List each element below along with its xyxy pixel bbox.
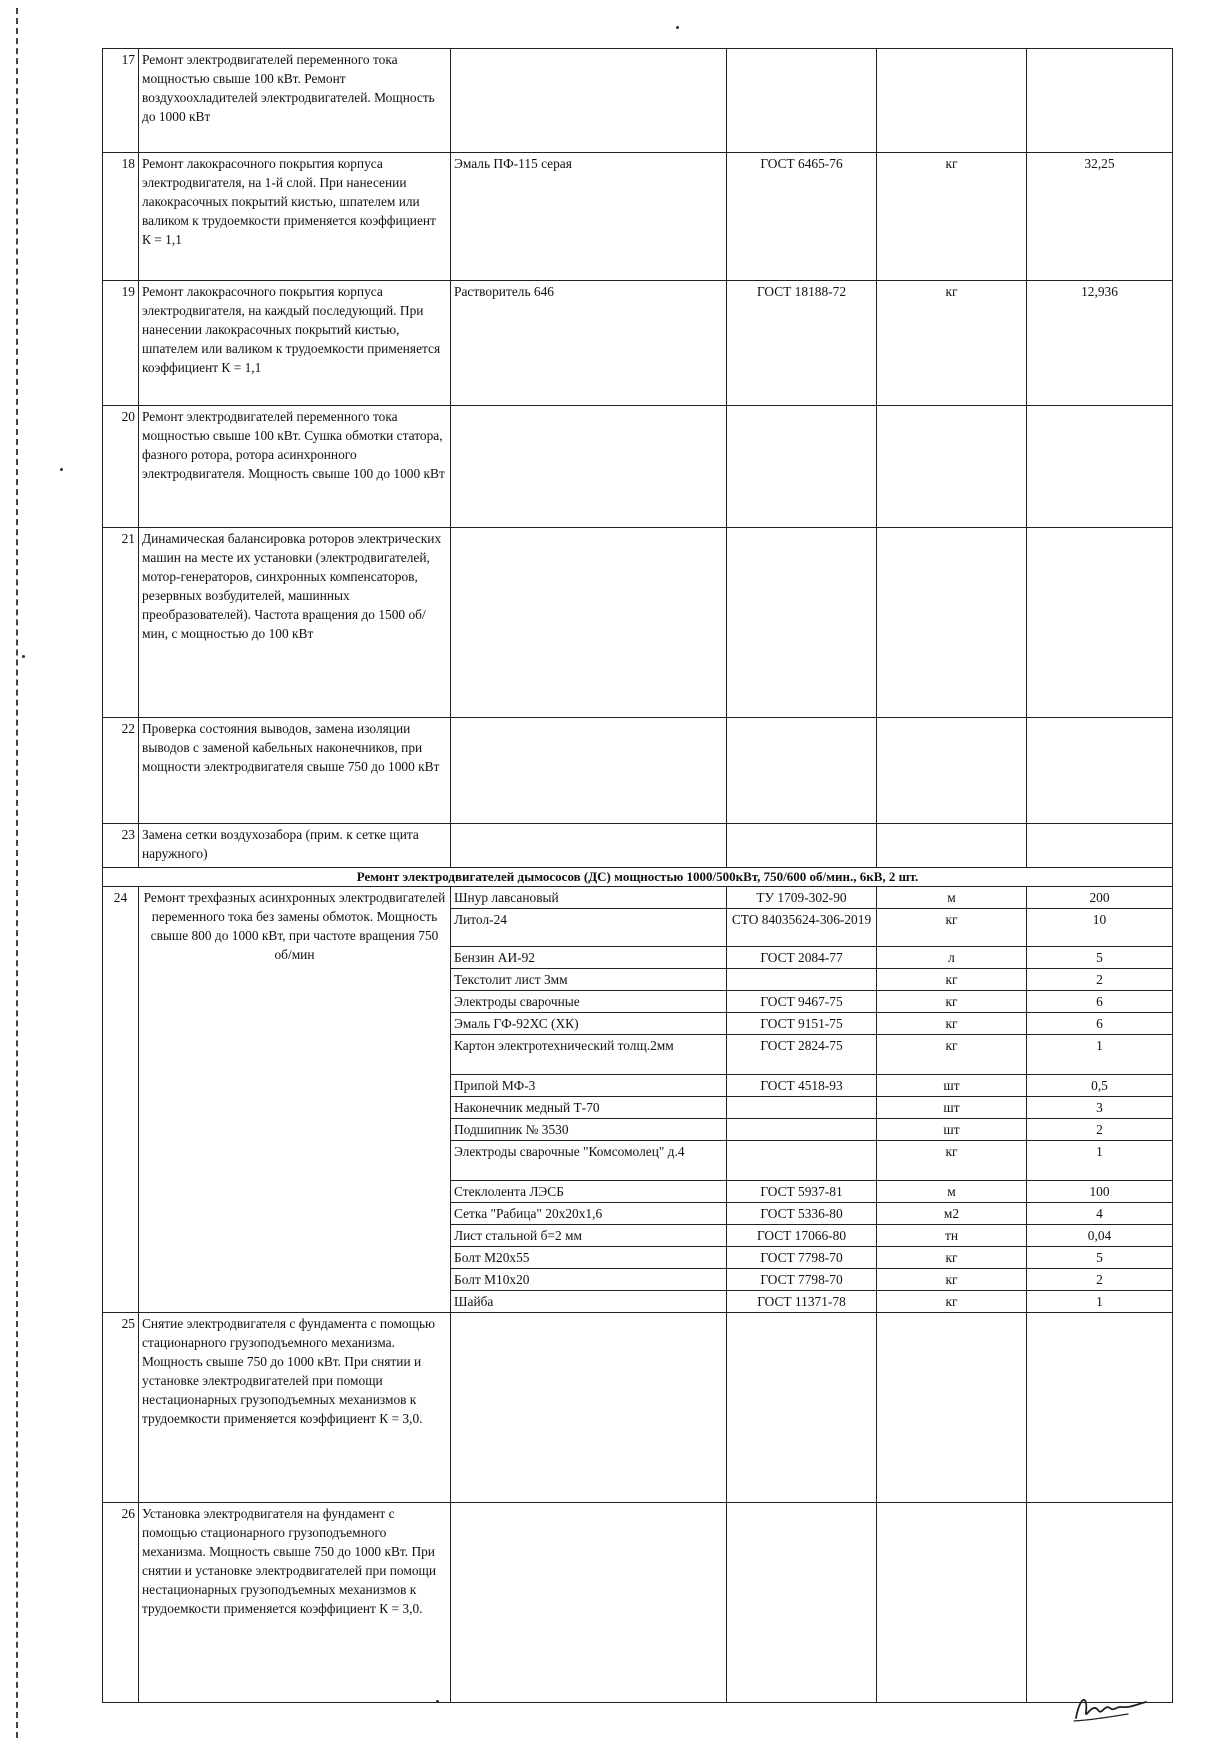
empty-cell	[877, 1503, 1027, 1703]
unit-of-measure: кг	[877, 1035, 1027, 1075]
material-name: Литол-24	[451, 909, 727, 947]
material-standard	[727, 1119, 877, 1141]
material-name: Сетка "Рабица" 20х20х1,6	[451, 1203, 727, 1225]
empty-cell	[727, 1503, 877, 1703]
scan-speck	[60, 468, 63, 471]
unit-of-measure: шт	[877, 1097, 1027, 1119]
quantity: 6	[1027, 1013, 1173, 1035]
material-standard	[727, 1141, 877, 1181]
quantity	[1027, 49, 1173, 153]
work-description: Динамическая балансировка роторов электрических машин на месте их установки (электродвигателей, мотор-генераторов, синхронных компенсаторов, резервных возбудителей, машинных преобразователей). Частота вращения до 1500 об/мин, с мощностью до 100 кВт	[139, 528, 451, 718]
unit-of-measure: м2	[877, 1203, 1027, 1225]
quantity: 0,5	[1027, 1075, 1173, 1097]
unit-of-measure: шт	[877, 1119, 1027, 1141]
table-row	[103, 718, 1173, 824]
material-name: Лист стальной б=2 мм	[451, 1225, 727, 1247]
unit-of-measure: м	[877, 1181, 1027, 1203]
material-standard	[727, 969, 877, 991]
section-heading-row	[103, 868, 1173, 887]
material-name: Подшипник № 3530	[451, 1119, 727, 1141]
row-number: 24	[103, 887, 139, 1313]
unit-of-measure: кг	[877, 153, 1027, 281]
material-standard	[727, 824, 877, 868]
row-number: 17	[103, 49, 139, 153]
empty-cell	[451, 1313, 727, 1503]
quantity: 5	[1027, 947, 1173, 969]
quantity: 2	[1027, 969, 1173, 991]
material-name: Текстолит лист 3мм	[451, 969, 727, 991]
table-row	[103, 281, 1173, 406]
table-row	[103, 1503, 1173, 1703]
materials-table	[102, 48, 1173, 1703]
quantity	[1027, 528, 1173, 718]
quantity: 200	[1027, 887, 1173, 909]
work-description: Ремонт электродвигателей переменного тока мощностью свыше 100 кВт. Сушка обмотки статора, фазного ротора, ротора асинхронного электродвигателя. Мощность свыше 100 до 1000 кВт	[139, 406, 451, 528]
unit-of-measure: кг	[877, 1013, 1027, 1035]
material-standard: ГОСТ 2084-77	[727, 947, 877, 969]
material-standard: СТО 84035624-306-2019	[727, 909, 877, 947]
material-standard: ГОСТ 5937-81	[727, 1181, 877, 1203]
quantity: 0,04	[1027, 1225, 1173, 1247]
row-number: 25	[103, 1313, 139, 1503]
material-standard	[727, 406, 877, 528]
row-number: 20	[103, 406, 139, 528]
unit-of-measure: кг	[877, 969, 1027, 991]
row-number: 22	[103, 718, 139, 824]
unit-of-measure: кг	[877, 1269, 1027, 1291]
material-name: Картон электротехнический толщ.2мм	[451, 1035, 727, 1075]
quantity: 12,936	[1027, 281, 1173, 406]
work-description: Проверка состояния выводов, замена изоляции выводов с заменой кабельных наконечников, при мощности электродвигателя свыше 750 до 1000 кВт	[139, 718, 451, 824]
empty-cell	[1027, 1503, 1173, 1703]
table-row	[103, 824, 1173, 868]
row-number: 18	[103, 153, 139, 281]
work-description: Ремонт лакокрасочного покрытия корпуса электродвигателя, на каждый последующий. При нанесении лакокрасочных покрытий кистью, шпателем или валиком к трудоемкости применяется коэффициент К = 1,1	[139, 281, 451, 406]
quantity: 5	[1027, 1247, 1173, 1269]
material-standard: ГОСТ 9467-75	[727, 991, 877, 1013]
material-name: Электроды сварочные	[451, 991, 727, 1013]
unit-of-measure: кг	[877, 1247, 1027, 1269]
material-standard	[727, 49, 877, 153]
row-number: 19	[103, 281, 139, 406]
empty-cell	[1027, 1313, 1173, 1503]
materials-table-body	[103, 49, 1173, 1703]
unit-of-measure: кг	[877, 909, 1027, 947]
material-standard: ГОСТ 5336-80	[727, 1203, 877, 1225]
handwritten-signature	[1070, 1690, 1150, 1726]
material-name	[451, 528, 727, 718]
quantity: 6	[1027, 991, 1173, 1013]
material-name: Растворитель 646	[451, 281, 727, 406]
material-name: Припой МФ-3	[451, 1075, 727, 1097]
quantity: 1	[1027, 1035, 1173, 1075]
table-row	[103, 1313, 1173, 1503]
empty-cell	[727, 1313, 877, 1503]
material-standard: ГОСТ 4518-93	[727, 1075, 877, 1097]
unit-of-measure: кг	[877, 991, 1027, 1013]
material-name: Эмаль ГФ-92ХС (ХК)	[451, 1013, 727, 1035]
material-name: Болт М20х55	[451, 1247, 727, 1269]
table-row	[103, 528, 1173, 718]
material-standard: ГОСТ 11371-78	[727, 1291, 877, 1313]
quantity	[1027, 824, 1173, 868]
quantity: 10	[1027, 909, 1173, 947]
row-number: 26	[103, 1503, 139, 1703]
material-standard	[727, 718, 877, 824]
material-standard	[727, 1097, 877, 1119]
material-name	[451, 406, 727, 528]
material-name: Бензин АИ-92	[451, 947, 727, 969]
material-name: Шнур лавсановый	[451, 887, 727, 909]
quantity: 1	[1027, 1291, 1173, 1313]
material-standard: ГОСТ 7798-70	[727, 1247, 877, 1269]
material-name: Наконечник медный Т-70	[451, 1097, 727, 1119]
material-name: Стеклолента ЛЭСБ	[451, 1181, 727, 1203]
unit-of-measure: кг	[877, 281, 1027, 406]
material-name	[451, 718, 727, 824]
material-standard: ТУ 1709-302-90	[727, 887, 877, 909]
work-description: Замена сетки воздухозабора (прим. к сетке щита наружного)	[139, 824, 451, 868]
row-number: 21	[103, 528, 139, 718]
unit-of-measure	[877, 718, 1027, 824]
unit-of-measure	[877, 528, 1027, 718]
row-number: 23	[103, 824, 139, 868]
unit-of-measure	[877, 49, 1027, 153]
material-name: Электроды сварочные "Комсомолец" д.4	[451, 1141, 727, 1181]
material-standard	[727, 528, 877, 718]
quantity: 1	[1027, 1141, 1173, 1181]
quantity: 2	[1027, 1269, 1173, 1291]
work-description: Установка электродвигателя на фундамент с помощью стационарного грузоподъемного механизма. Мощность свыше 750 до 1000 кВт. При снятии и установке электродвигателей при помощи нестационарных грузоподъемных механизмов к трудоемкости применяется коэффициент К = 3,0.	[139, 1503, 451, 1703]
unit-of-measure: шт	[877, 1075, 1027, 1097]
unit-of-measure: кг	[877, 1141, 1027, 1181]
material-standard: ГОСТ 7798-70	[727, 1269, 877, 1291]
unit-of-measure	[877, 824, 1027, 868]
work-description: Ремонт лакокрасочного покрытия корпуса электродвигателя, на 1-й слой. При нанесении лакокрасочных покрытий кистью, шпателем или валиком к трудоемкости применяется коэффициент К = 1,1	[139, 153, 451, 281]
material-standard: ГОСТ 18188-72	[727, 281, 877, 406]
material-name: Шайба	[451, 1291, 727, 1313]
unit-of-measure: тн	[877, 1225, 1027, 1247]
material-standard: ГОСТ 2824-75	[727, 1035, 877, 1075]
scan-speck	[22, 655, 25, 658]
quantity: 32,25	[1027, 153, 1173, 281]
empty-cell	[451, 1503, 727, 1703]
material-name: Болт М10х20	[451, 1269, 727, 1291]
table-row	[103, 153, 1173, 281]
unit-of-measure: кг	[877, 1291, 1027, 1313]
unit-of-measure: м	[877, 887, 1027, 909]
quantity	[1027, 718, 1173, 824]
section-heading: Ремонт электродвигателей дымососов (ДС) мощностью 1000/500кВт, 750/600 об/мин., 6кВ, 2 шт.	[103, 868, 1173, 887]
table-row	[103, 406, 1173, 528]
work-description: Ремонт трехфазных асинхронных электродвигателей переменного тока без замены обмоток. Мощность свыше 800 до 1000 кВт, при частоте вращения 750 об/мин	[139, 887, 451, 1313]
empty-cell	[877, 1313, 1027, 1503]
material-name	[451, 49, 727, 153]
quantity: 100	[1027, 1181, 1173, 1203]
material-row	[103, 887, 1173, 909]
material-standard: ГОСТ 9151-75	[727, 1013, 877, 1035]
quantity	[1027, 406, 1173, 528]
material-standard: ГОСТ 6465-76	[727, 153, 877, 281]
quantity: 3	[1027, 1097, 1173, 1119]
work-description: Ремонт электродвигателей переменного тока мощностью свыше 100 кВт. Ремонт воздухоохладителей электродвигателей. Мощность до 1000 кВт	[139, 49, 451, 153]
binding-dashed-line	[16, 8, 18, 1738]
unit-of-measure	[877, 406, 1027, 528]
work-description: Снятие электродвигателя с фундамента с помощью стационарного грузоподъемного механизма. Мощность свыше 750 до 1000 кВт. При снятии и установке электродвигателей при помощи нестационарных грузоподъемных механизмов к трудоемкости применяется коэффициент К = 3,0.	[139, 1313, 451, 1503]
scan-speck	[676, 26, 679, 29]
material-standard: ГОСТ 17066-80	[727, 1225, 877, 1247]
unit-of-measure: л	[877, 947, 1027, 969]
quantity: 4	[1027, 1203, 1173, 1225]
table-row	[103, 49, 1173, 153]
material-name: Эмаль ПФ-115 серая	[451, 153, 727, 281]
quantity: 2	[1027, 1119, 1173, 1141]
material-name	[451, 824, 727, 868]
